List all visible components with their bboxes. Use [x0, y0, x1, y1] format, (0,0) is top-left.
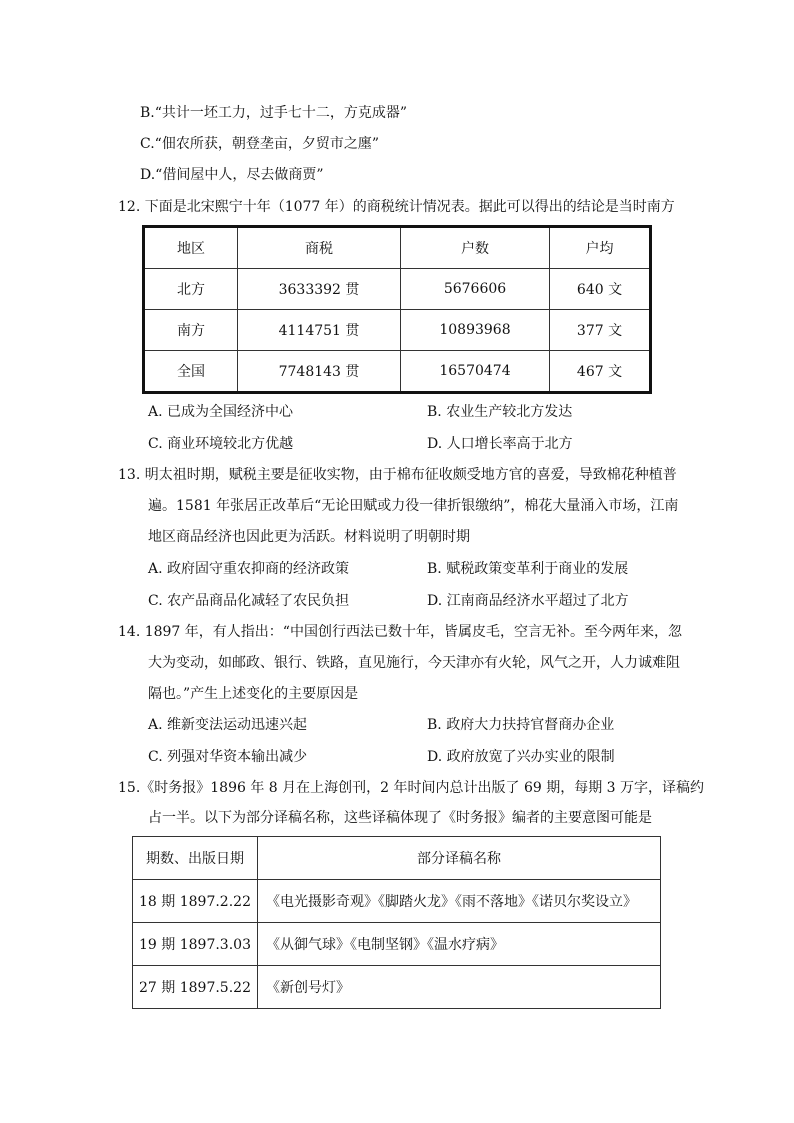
- q13-stem-line-1: 13. 明太祖时期，赋税主要是征收实物，由于棉布征收颇受地方官的喜爱，导致棉花种植普: [118, 467, 677, 483]
- table-cell: 467 文: [550, 351, 651, 393]
- table-header-cell: 地区: [144, 227, 238, 269]
- table-cell: 全国: [144, 351, 238, 393]
- q14-option-b: B. 政府大力扶持官督商办企业: [427, 717, 615, 733]
- q14-option-a: A. 维新变法运动迅速兴起: [148, 717, 308, 733]
- table-cell: 《电光摄影奇观》《脚踏火龙》《雨不落地》《诺贝尔奖设立》: [258, 880, 661, 923]
- q13-option-c: C. 农产品商品化减轻了农民负担: [148, 593, 350, 609]
- table-cell: 《从御气球》《电制坚钢》《温水疗病》: [258, 923, 661, 966]
- q12-option-d: D. 人口增长率高于北方: [427, 436, 573, 452]
- table-cell: 27 期 1897.5.22: [133, 966, 258, 1009]
- q13-stem-line-2: 遍。1581 年张居正改革后“无论田赋或力役一律折银缴纳”，棉花大量涌入市场，江南: [148, 498, 679, 514]
- table-row: [133, 923, 661, 966]
- table-row: [133, 966, 661, 1009]
- translation-titles-table: [132, 836, 661, 1009]
- table-cell: 377 文: [550, 310, 651, 351]
- q13-option-a: A. 政府固守重农抑商的经济政策: [148, 561, 350, 577]
- q14-option-d: D. 政府放宽了兴办实业的限制: [427, 749, 615, 765]
- q14-stem-line-3: 隔也。”产生上述变化的主要原因是: [148, 686, 359, 702]
- table-cell: 18 期 1897.2.22: [133, 880, 258, 923]
- table-cell: 北方: [144, 269, 238, 310]
- q12-stem: 12. 下面是北宋熙宁十年（1077 年）的商税统计情况表。据此可以得出的结论是当时南方: [118, 199, 675, 215]
- q11-option-b: B.“共计一坯工力，过手七十二，方克成器”: [140, 105, 408, 121]
- q15-stem-line-2: 占一半。以下为部分译稿名称，这些译稿体现了《时务报》编者的主要意图可能是: [148, 810, 652, 826]
- q13-stem-line-3: 地区商品经济也因此更为活跃。材料说明了明朝时期: [148, 529, 470, 545]
- table-header-cell: 期数、出版日期: [133, 837, 258, 880]
- table-cell: 640 文: [550, 269, 651, 310]
- table-header-cell: 商税: [238, 227, 401, 269]
- q14-option-c: C. 列强对华资本输出减少: [148, 749, 308, 765]
- table-cell: 3633392 贯: [238, 269, 401, 310]
- table-cell: 10893968: [401, 310, 550, 351]
- table-header-cell: 户均: [550, 227, 651, 269]
- q14-stem-line-2: 大为变动，如邮政、银行、铁路，直见施行，今天津亦有火轮，风气之开，人力诚难阻: [148, 655, 680, 671]
- q14-stem-line-1: 14. 1897 年，有人指出：“中国创行西法已数十年，皆属皮毛，空言无补。至今两年来，忽: [118, 624, 682, 640]
- q12-option-c: C. 商业环境较北方优越: [148, 436, 294, 452]
- tax-statistics-table: [142, 225, 652, 394]
- table-header-cell: 部分译稿名称: [258, 837, 661, 880]
- q13-option-d: D. 江南商品经济水平超过了北方: [427, 593, 629, 609]
- table-row: [144, 310, 651, 351]
- q15-stem-line-1: 15.《时务报》1896 年 8 月在上海创刊，2 年时间内总计出版了 69 期，每期 3 万字，译稿约: [118, 780, 705, 796]
- table-cell: 7748143 贯: [238, 351, 401, 393]
- table-row: [133, 880, 661, 923]
- q11-option-c: C.“佃农所获，朝登垄亩，夕贸市之廛”: [140, 136, 379, 152]
- table-header-cell: 户数: [401, 227, 550, 269]
- q12-option-a: A. 已成为全国经济中心: [148, 404, 294, 420]
- table-cell: 5676606: [401, 269, 550, 310]
- table-row: [144, 351, 651, 393]
- q11-option-d: D.“借间屋中人，尽去做商贾”: [140, 167, 324, 183]
- q13-option-b: B. 赋税政策变革利于商业的发展: [427, 561, 629, 577]
- table-row: [144, 269, 651, 310]
- table-header-row: [144, 227, 651, 269]
- table-cell: 南方: [144, 310, 238, 351]
- table-header-row: [133, 837, 661, 880]
- table-cell: 《新创号灯》: [258, 966, 661, 1009]
- table-cell: 16570474: [401, 351, 550, 393]
- table-cell: 19 期 1897.3.03: [133, 923, 258, 966]
- q12-option-b: B. 农业生产较北方发达: [427, 404, 573, 420]
- table-cell: 4114751 贯: [238, 310, 401, 351]
